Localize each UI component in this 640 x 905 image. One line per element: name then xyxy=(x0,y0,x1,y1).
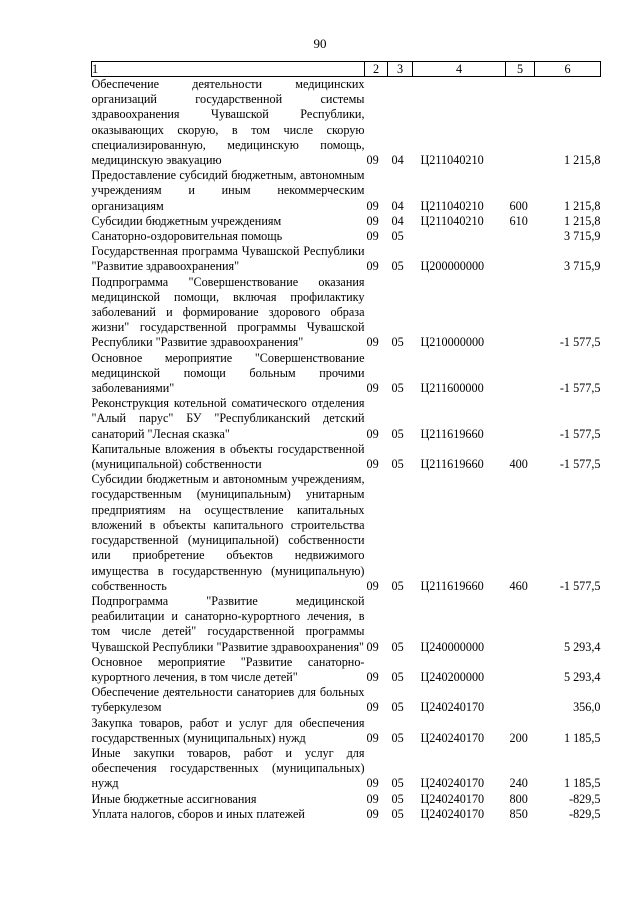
header-col-6: 6 xyxy=(535,62,601,77)
header-col-1: 1 xyxy=(92,62,365,77)
row-target-article: Ц211040210 xyxy=(420,153,484,168)
row-expense-type xyxy=(506,244,535,274)
row-subsection: 05 xyxy=(391,335,404,350)
row-target-article xyxy=(413,229,506,244)
row-name: Подпрограмма "Развитие медицинской реабилитации и санаторно-курортного лечения, в том числе детей" государственной программы Чувашской Республики "Развитие здравоохранения" xyxy=(91,593,365,654)
header-col-2: 2 xyxy=(365,62,388,77)
row-expense-type: 610 xyxy=(509,213,528,228)
row-name: Закупка товаров, работ и услуг для обеспечения государственных (муниципальных) нужд xyxy=(91,715,365,745)
table-body xyxy=(92,77,601,822)
row-name: Государственная программа Чувашской Республики "Развитие здравоохранения" xyxy=(91,244,365,274)
row-subsection: 04 xyxy=(391,213,404,228)
row-section: 09 xyxy=(366,213,379,228)
row-target-article: Ц240240170 xyxy=(420,730,485,745)
row-subsection: 05 xyxy=(391,259,404,274)
row-subsection: 05 xyxy=(391,776,404,791)
table-header xyxy=(92,62,601,77)
row-amount: 1 215,8 xyxy=(563,213,601,228)
row-expense-type xyxy=(506,396,535,442)
row-expense-type xyxy=(506,351,535,397)
table-row xyxy=(92,594,601,655)
row-section: 09 xyxy=(366,426,379,441)
row-name: Субсидии бюджетным учреждениям xyxy=(91,213,282,228)
row-subsection: 05 xyxy=(391,381,404,396)
row-amount: 1 215,8 xyxy=(563,198,601,213)
row-section: 09 xyxy=(366,776,379,791)
row-target-article: Ц240240170 xyxy=(420,776,485,791)
row-amount: 5 293,4 xyxy=(563,639,601,654)
row-target-article: Ц200000000 xyxy=(420,259,485,274)
row-subsection: 05 xyxy=(391,791,404,806)
header-col-4: 4 xyxy=(413,62,506,77)
row-target-article: Ц240240170 xyxy=(420,806,485,821)
row-expense-type xyxy=(506,594,535,655)
row-subsection: 05 xyxy=(391,639,404,654)
row-section: 09 xyxy=(366,259,379,274)
table-row xyxy=(92,214,601,229)
row-amount: 1 185,5 xyxy=(563,776,601,791)
row-target-article: Ц240240170 xyxy=(420,791,485,806)
row-target-article: Ц211040210 xyxy=(420,198,484,213)
page-number: 90 xyxy=(313,36,327,51)
row-amount: 1 215,8 xyxy=(563,153,601,168)
row-amount: 356,0 xyxy=(573,700,601,715)
row-amount: -1 577,5 xyxy=(559,578,601,593)
row-name: Капитальные вложения в объекты государственной (муниципальной) собственности xyxy=(91,441,365,472)
row-section: 09 xyxy=(366,730,379,745)
row-subsection: 05 xyxy=(391,229,404,244)
row-subsection: 05 xyxy=(391,700,404,715)
row-target-article: Ц210000000 xyxy=(420,335,485,350)
row-expense-type xyxy=(506,275,535,351)
table-row xyxy=(92,275,601,351)
row-name: Подпрограмма "Совершенствование оказания медицинской помощи, включая профилактику заболеваний и формирование здорового образа жизни" государственной программы Чувашской Республики "Развитие здравоохранения" xyxy=(91,274,365,350)
row-expense-type xyxy=(506,229,535,244)
row-amount: -1 577,5 xyxy=(559,335,601,350)
row-amount: 5 293,4 xyxy=(563,669,601,684)
row-name: Обеспечение деятельности санаториев для больных туберкулезом xyxy=(91,685,365,715)
row-name: Реконструкция котельной соматического отделения "Алый парус" БУ "Республиканский детский санаторий "Лесная сказка" xyxy=(91,396,365,441)
row-expense-type xyxy=(506,655,535,685)
header-col-5: 5 xyxy=(506,62,535,77)
table-row xyxy=(92,716,601,746)
row-expense-type: 800 xyxy=(509,791,528,806)
row-subsection: 04 xyxy=(391,153,404,168)
row-amount: -829,5 xyxy=(569,791,601,806)
table-row xyxy=(92,396,601,442)
header-col-3: 3 xyxy=(388,62,413,77)
row-amount: 1 185,5 xyxy=(563,730,601,745)
row-expense-type: 600 xyxy=(509,198,528,213)
row-name: Обеспечение деятельности медицинских организаций государственной системы здравоохранения Чувашской Республики, оказывающих скорую, в том числе скорую специализированную, медицинскую помощь, медицинскую эвакуацию xyxy=(91,77,365,168)
row-amount: 3 715,9 xyxy=(563,259,601,274)
row-subsection: 05 xyxy=(391,457,404,472)
table-row xyxy=(92,168,601,214)
row-amount: -1 577,5 xyxy=(559,426,601,441)
row-expense-type xyxy=(506,77,535,169)
row-section: 09 xyxy=(366,578,379,593)
table-row xyxy=(92,442,601,472)
row-subsection: 05 xyxy=(391,669,404,684)
table-row xyxy=(92,472,601,594)
header-row xyxy=(92,62,601,77)
row-section: 09 xyxy=(366,791,379,806)
row-section: 09 xyxy=(366,700,379,715)
table-row xyxy=(92,229,601,244)
row-target-article: Ц211619660 xyxy=(420,457,484,472)
table-row xyxy=(92,655,601,685)
row-name: Основное мероприятие "Развитие санаторно-курортного лечения, в том числе детей" xyxy=(91,654,365,684)
row-section: 09 xyxy=(366,335,379,350)
row-target-article: Ц211619660 xyxy=(420,426,484,441)
row-amount: -1 577,5 xyxy=(559,381,601,396)
row-section: 09 xyxy=(366,153,379,168)
table-row xyxy=(92,792,601,807)
table-row xyxy=(92,746,601,792)
row-expense-type: 240 xyxy=(509,776,528,791)
budget-table xyxy=(91,61,601,822)
row-target-article: Ц211040210 xyxy=(420,213,484,228)
table-row xyxy=(92,244,601,274)
table-row xyxy=(92,807,601,822)
row-target-article: Ц211600000 xyxy=(420,381,484,396)
row-amount: -1 577,5 xyxy=(559,457,601,472)
row-section: 09 xyxy=(366,229,379,244)
row-section: 09 xyxy=(366,457,379,472)
table-row xyxy=(92,685,601,715)
row-amount: -829,5 xyxy=(569,806,601,821)
row-subsection: 04 xyxy=(391,198,404,213)
row-target-article: Ц211619660 xyxy=(420,578,484,593)
row-section: 09 xyxy=(366,806,379,821)
table-row xyxy=(92,351,601,397)
row-subsection: 05 xyxy=(391,426,404,441)
row-expense-type: 460 xyxy=(509,578,528,593)
row-name: Санаторно-оздоровительная помощь xyxy=(91,229,283,244)
row-expense-type xyxy=(506,685,535,715)
table-row xyxy=(92,77,601,169)
row-expense-type: 200 xyxy=(509,730,528,745)
row-expense-type: 400 xyxy=(509,457,528,472)
row-section: 09 xyxy=(366,639,379,654)
row-name: Предоставление субсидий бюджетным, автономным учреждениям и иным некоммерческим организациям xyxy=(91,168,365,213)
row-section: 09 xyxy=(366,198,379,213)
row-subsection: 05 xyxy=(391,806,404,821)
row-name: Уплата налогов, сборов и иных платежей xyxy=(91,806,305,821)
row-target-article: Ц240200000 xyxy=(420,669,485,684)
row-target-article: Ц240000000 xyxy=(420,639,485,654)
row-target-article: Ц240240170 xyxy=(420,700,485,715)
row-name: Иные бюджетные ассигнования xyxy=(91,791,257,806)
row-name: Субсидии бюджетным и автономным учреждениям, государственным (муниципальным) унитарным предприятиям на осуществление капитальных вложений в объекты капитального строительства государственной (муниципальной) собственности или приобретение объектов недвижимого имущества в государственную (муниципальную) собственность xyxy=(91,472,365,593)
row-section: 09 xyxy=(366,669,379,684)
row-subsection: 05 xyxy=(391,730,404,745)
row-section: 09 xyxy=(366,381,379,396)
row-name: Основное мероприятие "Совершенствование медицинской помощи больным прочими заболеваниями" xyxy=(91,350,365,396)
row-name: Иные закупки товаров, работ и услуг для обеспечения государственных (муниципальных) нужд xyxy=(91,745,365,791)
row-expense-type: 850 xyxy=(509,806,528,821)
row-subsection: 05 xyxy=(391,578,404,593)
row-amount: 3 715,9 xyxy=(563,229,601,244)
